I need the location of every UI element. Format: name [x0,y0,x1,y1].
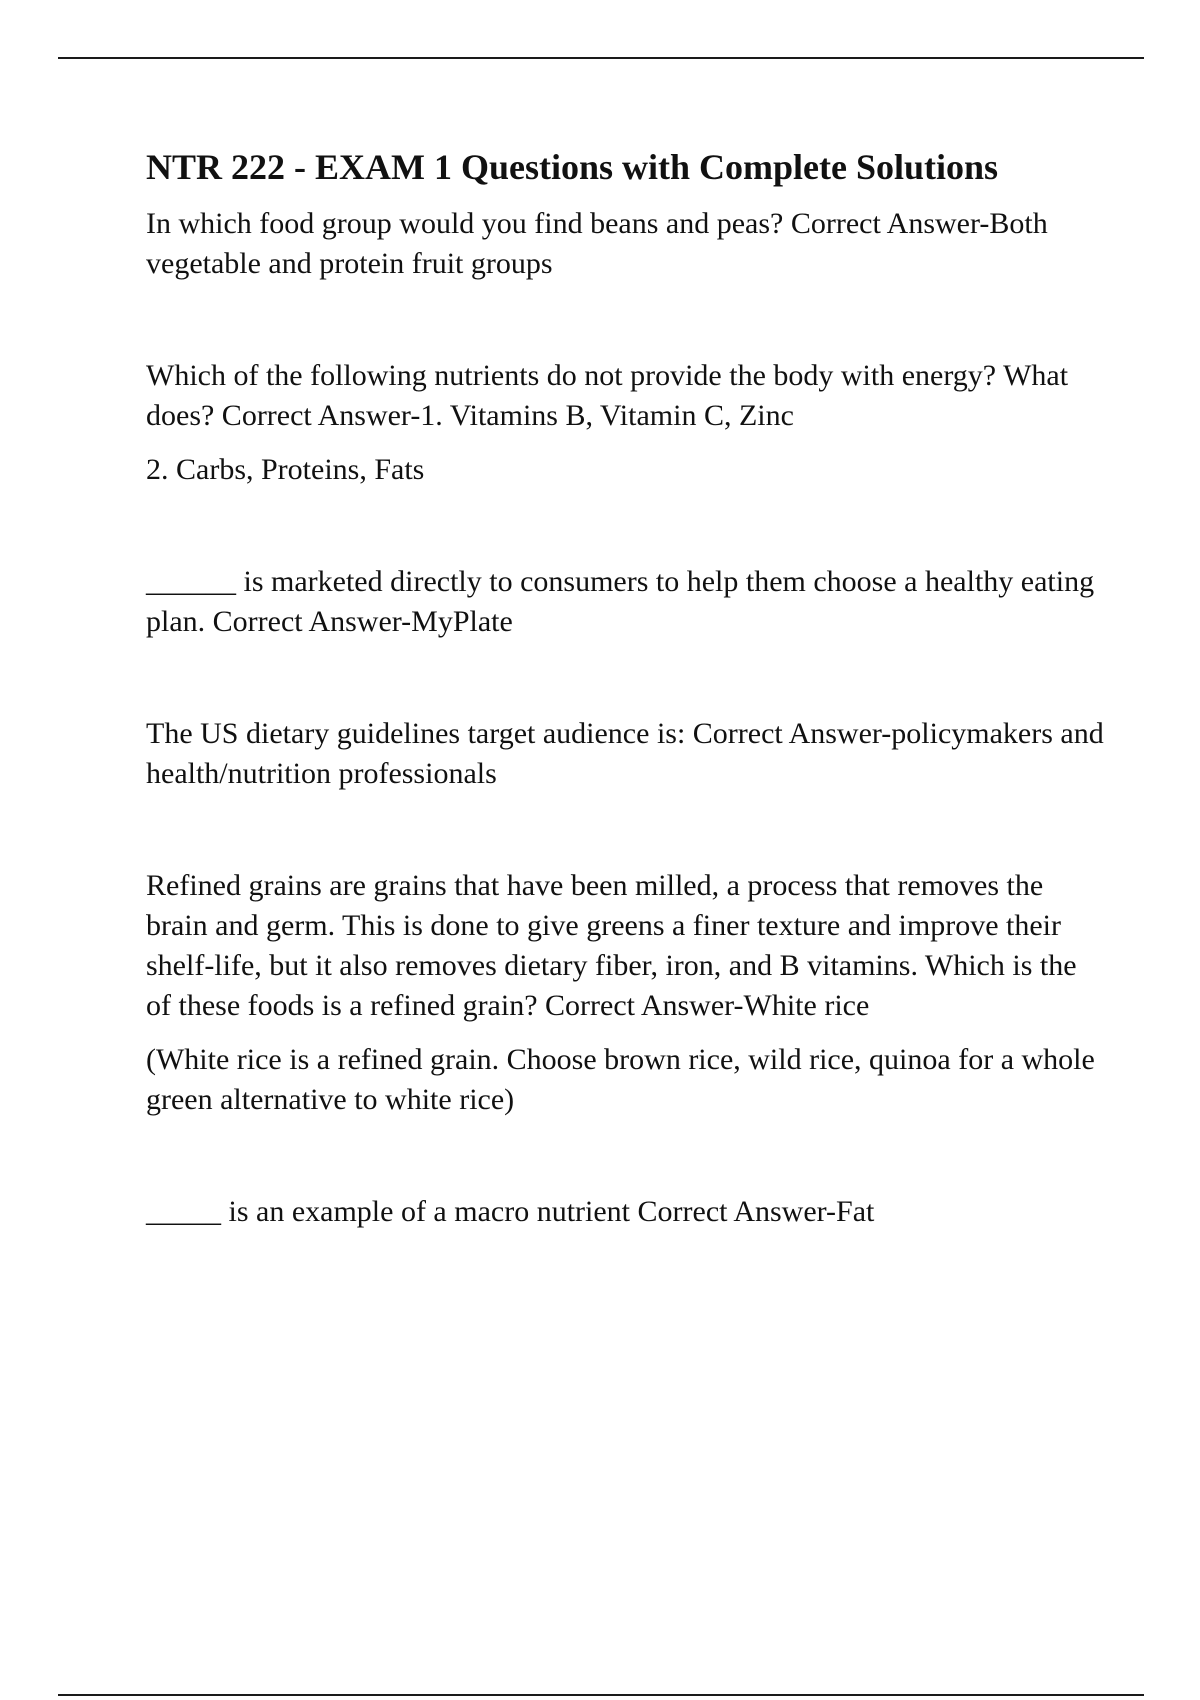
page-title: NTR 222 - EXAM 1 Questions with Complete Solutions [146,147,999,187]
qa-answer-note: (White rice is a refined grain. Choose brown rice, wild rice, quinoa for a whole green alternative to white rice) [146,1043,1095,1116]
qa-item-4 [146,714,1106,794]
qa-text: In which food group would you find beans and peas? Correct Answer-Both vegetable and protein fruit groups [146,207,1048,280]
top-divider [58,57,1144,59]
qa-text: Refined grains are grains that have been milled, a process that removes the brain and germ. This is done to give greens a finer texture and improve their shelf-life, but it also removes dietary fiber, iron, and B vitamins. Which is the of these foods is a refined grain? Correct Answer-White rice [146,869,1077,1022]
qa-answer-continuation: 2. Carbs, Proteins, Fats [146,453,425,486]
bottom-divider [58,1694,1144,1696]
qa-item-3 [146,562,1106,642]
qa-text: Which of the following nutrients do not provide the body with energy? What does? Correct Answer-1. Vitamins B, Vitamin C, Zinc [146,359,1069,432]
document-body [146,142,1106,1232]
qa-item-5 [146,866,1106,1120]
qa-text: ______ is marketed directly to consumers to help them choose a healthy eating plan. Correct Answer-MyPlate [146,565,1095,638]
qa-text: _____ is an example of a macro nutrient Correct Answer-Fat [146,1195,875,1228]
qa-item-2 [146,356,1106,490]
qa-item-1 [146,204,1106,284]
qa-item-6 [146,1192,1106,1232]
qa-text: The US dietary guidelines target audience is: Correct Answer-policymakers and health/nutrition professionals [146,717,1104,790]
